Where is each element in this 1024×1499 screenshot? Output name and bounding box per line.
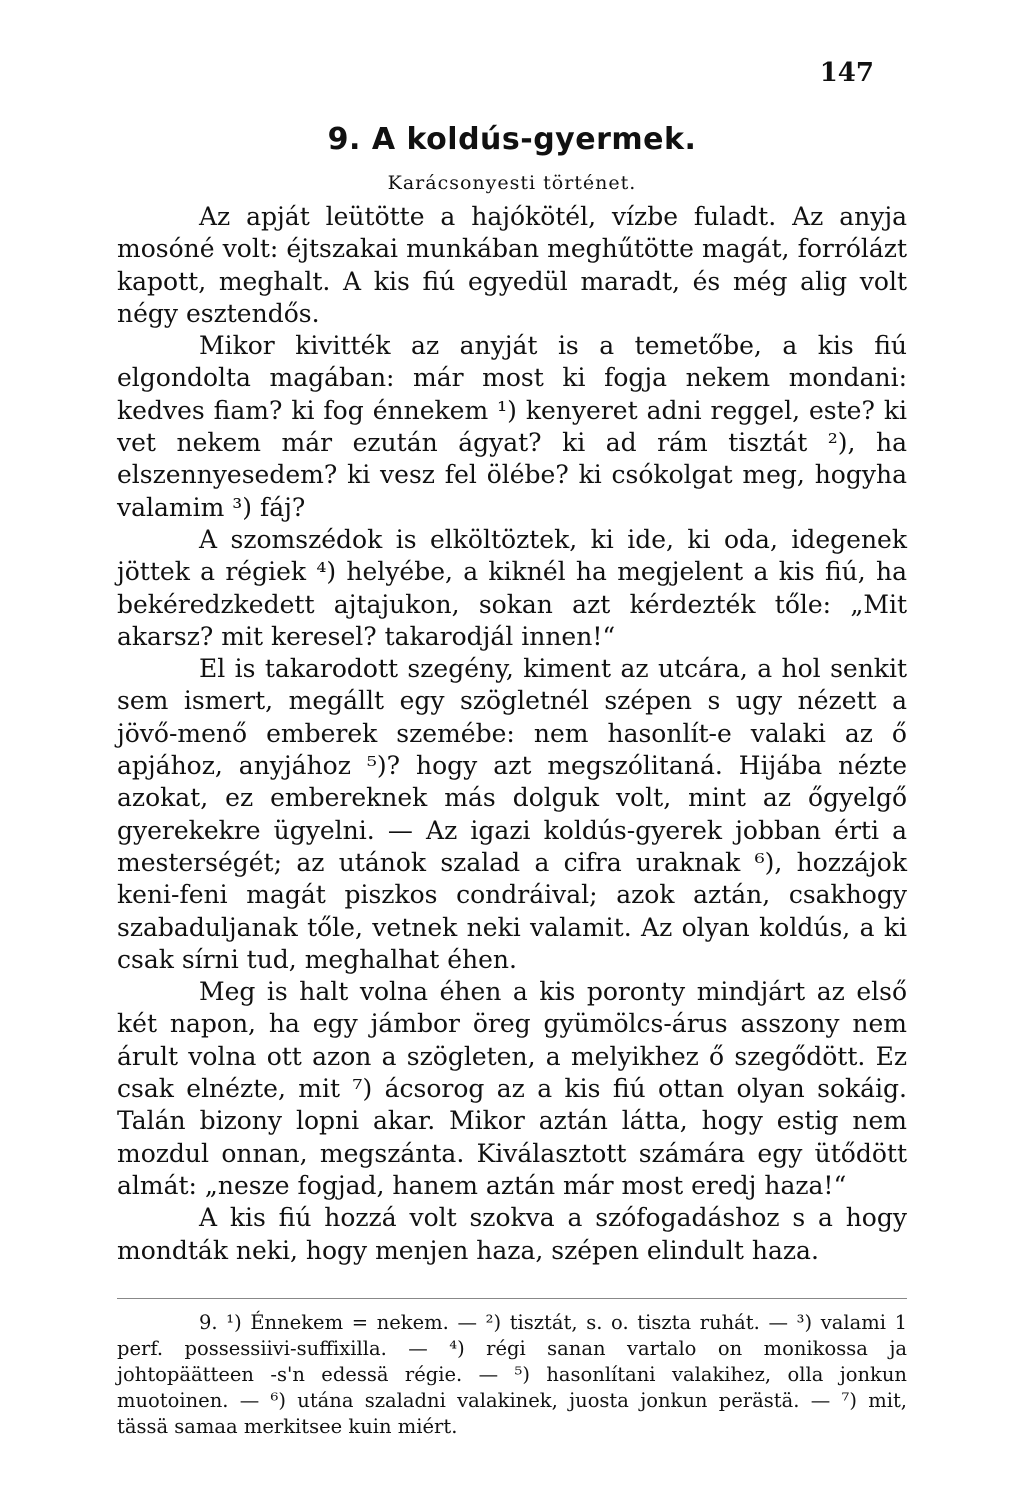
footnotes-text: 9. ¹) Énnekem = nekem. — ²) tisztát, s. o. tiszta ruhát. — ³) valami 1 perf. possessiivi-suffixilla. — ⁴) régi sanan vartalo on monikossa ja johtopäätteen -s'n edessä régie. — ⁵) hasonlítani valakihez, olla jonkun muotoinen. — ⁶) utána szaladni valakinek, juosta jonkun perästä. — ⁷) mit, tässä samaa merkitsee kuin miért. (117, 1311, 907, 1438)
paragraph-2: Mikor kivitték az anyját is a temetőbe, a kis fiú elgondolta magában: már most ki fogja nekem mondani: kedves fiam? ki fog énnekem ¹) kenyeret adni reggel, este? ki vet nekem már ezután ágyat? ki ad rám tisztát ²), ha elszennyesedem? ki vesz fel ölébe? ki csókolgat meg, hogyha valamim ³) fáj? (117, 331, 907, 522)
chapter-title: 9. A koldús-gyermek. (327, 122, 697, 157)
paragraph-1: Az apját leütötte a hajókötél, vízbe fuladt. Az anyja mosóné volt: éjtszakai munkában meghűtötte magát, forrólázt kapott, meghalt. A kis fiú egyedül maradt, és még alig volt négy esztendős. (117, 202, 907, 328)
footnote-divider (117, 1298, 907, 1299)
paragraph-3: A szomszédok is elköltöztek, ki ide, ki oda, idegenek jöttek a régiek ⁴) helyébe, a kiknél ha megjelent a kis fiú, ha bekéredzkedett ajtajukon, sokan azt kérdezték tőle: „Mit akarsz? mit keresel? takarodjál innen!“ (117, 524, 907, 651)
page-number: 147 (819, 58, 874, 88)
paragraph-4: El is takarodott szegény, kiment az utcára, a hol senkit sem ismert, megállt egy szögletnél szépen s ugy nézett a jövő-menő emberek szemébe: nem hasonlít-e valaki az ő apjához, anyjához ⁵)? hogy azt megszólitaná. Hijába nézte azokat, ez embereknek más dolguk volt, mint az őgyelgő gyerekekre ügyelni. — Az igazi koldús-gyerek jobban érti a mesterségét; az utánok szalad a cifra uraknak ⁶), hozzájok keni-feni magát piszkos condráival; azok aztán, csakhogy szabaduljanak tőle, vetnek neki valamit. Az olyan koldús, a ki csak sírni tud, meghalhat éhen. (117, 654, 907, 974)
body-text (117, 201, 907, 1267)
paragraph-5: Meg is halt volna éhen a kis poronty mindjárt az első két napon, ha egy jámbor öreg gyümölcs-árus asszony nem árult volna ott azon a szögleten, a melyikhez ő szegődött. Ez csak elnézte, mit ⁷) ácsorog az a kis fiú ottan olyan sokáig. Talán bizony lopni akar. Mikor aztán látta, hogy estig nem mozdul onnan, megszánta. Kiválasztott számára egy ütődött almát: „nesze fogjad, hanem aztán már most eredj haza!“ (117, 977, 907, 1200)
paragraph-6: A kis fiú hozzá volt szokva a szófogadáshoz s a hogy mondták neki, hogy menjen haza, szépen elindult haza. (117, 1203, 907, 1265)
footnotes (117, 1310, 907, 1440)
chapter-subtitle: Karácsonyesti történet. (387, 172, 637, 194)
